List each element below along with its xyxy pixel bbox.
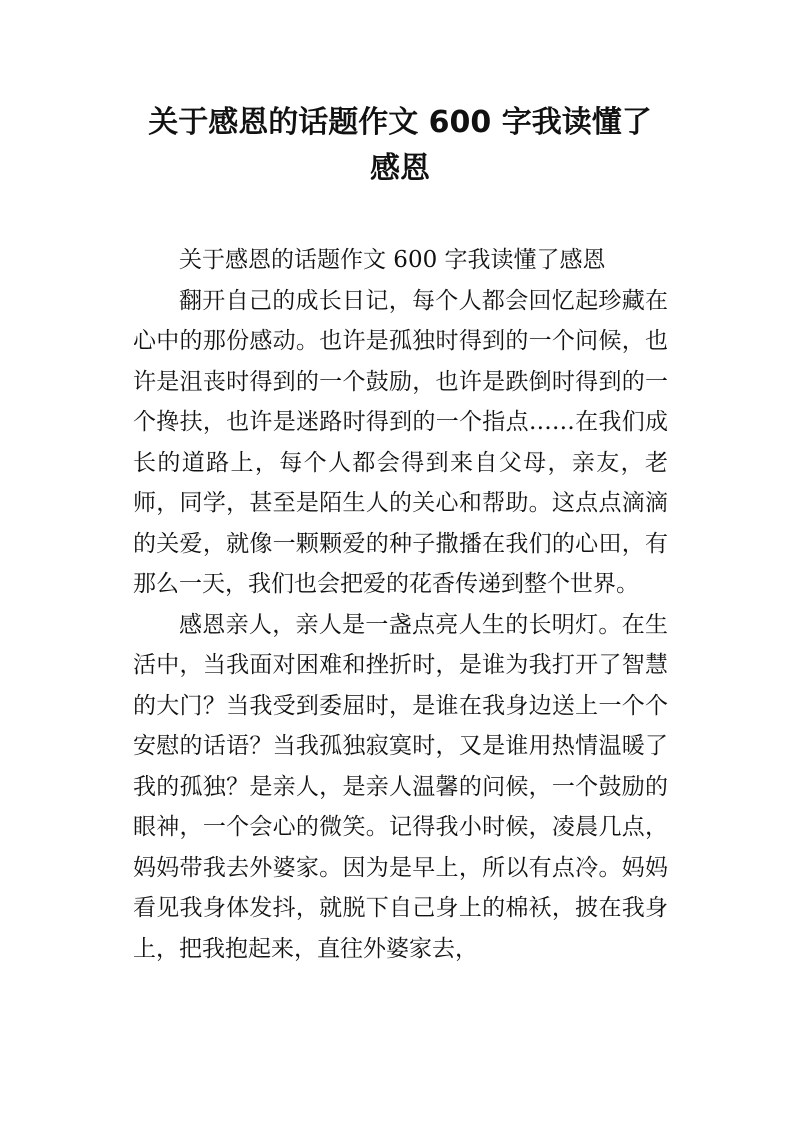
body-paragraph: 翻开自己的成长日记，每个人都会回忆起珍藏在心中的那份感动。也许是孤独时得到的一个问候，也许是沮丧时得到的一个鼓励，也许是跌倒时得到的一个搀扶，也许是迷路时得到的一个指点……在我们成长的道路上，每个人都会得到来自父母，亲友，老师，同学，甚至是陌生人的关心和帮助。这点点滴滴的关爱，就像一颗颗爱的种子撒播在我们的心田，有那么一天，我们也会把爱的花香传递到整个世界。 [133, 287, 668, 597]
title-line-1: 关于感恩的话题作文 600 字我读懂了 [148, 105, 652, 140]
document-title [120, 100, 680, 192]
subtitle-paragraph: 关于感恩的话题作文 600 字我读懂了感恩 [179, 247, 606, 273]
body-paragraph: 感恩亲人，亲人是一盏点亮人生的长明灯。在生活中，当我面对困难和挫折时，是谁为我打开了智慧的大门？当我受到委屈时，是谁在我身边送上一个个安慰的话语？当我孤独寂寞时，又是谁用热情温暖了我的孤独？是亲人，是亲人温馨的问候，一个鼓励的眼神，一个会心的微笑。记得我小时候，凌晨几点，妈妈带我去外婆家。因为是早上，所以有点冷。妈妈看见我身体发抖，就脱下自己身上的棉袄，披在我身上，把我抱起来，直往外婆家去， [133, 611, 668, 962]
title-line-2: 感恩 [370, 151, 430, 186]
document-body [133, 240, 668, 969]
